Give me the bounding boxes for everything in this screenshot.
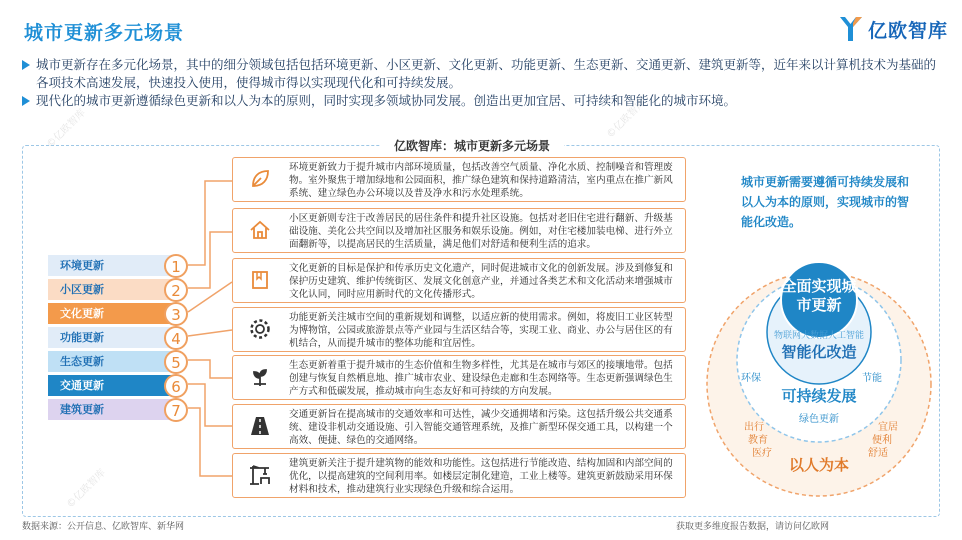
side-summary: 城市更新需要遵循可持续发展和以人为本的原则，实现城市的智能化改造。 bbox=[741, 175, 910, 229]
people-label: 以人为本 bbox=[788, 456, 849, 474]
right-label-a: 宜居 bbox=[878, 422, 898, 433]
bullet-text: 城市更新存在多元化场景，其中的细分领域包括包括环境更新、小区更新、文化更新、功能更新、生态更新、交通更新、建筑更新等，近年来以计算机技术为基础的各项技术高速发展，快速投入使用，使得城市得以实现现代化和可持续发展。 bbox=[36, 57, 937, 90]
desc-box-traffic bbox=[232, 404, 686, 449]
desc-box-community bbox=[232, 208, 686, 253]
left-label-b: 教育 bbox=[748, 435, 768, 446]
crane-icon bbox=[247, 462, 273, 488]
desc-box-building bbox=[232, 453, 686, 498]
smart-label: 智能化改造 bbox=[781, 343, 857, 361]
category-number-community: 2 bbox=[164, 278, 188, 302]
category-number-ecology: 5 bbox=[164, 350, 188, 374]
energy-label: 节能 bbox=[862, 373, 882, 384]
desc-text: 文化更新的目标是保护和传承历史文化遗产，同时促进城市文化的创新发展。涉及到修复和保护历史建筑、维护传统街区、发展文化创意产业，并通过各类艺术和文化活动来增强城市文化认同，同时应用新时代的文化传播形式。 bbox=[289, 263, 673, 300]
left-label-c: 医疗 bbox=[752, 448, 772, 459]
green-label: 绿色更新 bbox=[799, 414, 839, 425]
desc-text: 建筑更新关注于提升建筑物的能效和功能性。这包括进行节能改造、结构加固和内部空间的优化，以提高建筑的空间利用率。如楼层定制化建造，工业上楼等。建筑更新鼓励采用环保材料和技术，推动建筑行业实现绿色升级和综合运用。 bbox=[289, 458, 673, 495]
sprout-icon bbox=[247, 364, 273, 390]
category-number-culture: 3 bbox=[164, 302, 188, 326]
brand-name: 亿欧智库 bbox=[868, 19, 949, 42]
desc-box-culture bbox=[232, 258, 686, 303]
watermark: ©亿欧智库 bbox=[44, 107, 88, 151]
desc-text: 生态更新着重于提升城市的生态价值和生物多样性，尤其是在城市与郊区的接壤地带。包括创建与恢复自然栖息地、推广城市农业、建设绿色走廊和生态网络等。生态更新强调绿色生产方式和低碳发展，推动城市向生态友好和可持续的方向发展。 bbox=[289, 360, 673, 397]
desc-box-ecology bbox=[232, 355, 686, 400]
desc-box-function bbox=[232, 307, 686, 352]
category-number-env: 1 bbox=[164, 254, 188, 278]
desc-box-env bbox=[232, 157, 686, 202]
desc-text: 交通更新旨在提高城市的交通效率和可达性，减少交通拥堵和污染。这包括升级公共交通系统、建设非机动交通设施、引入智能交通管理系统，及推广新型环保交通工具，以构建一个高效、便捷、绿色的交通网络。 bbox=[289, 409, 673, 446]
gear-icon bbox=[247, 316, 273, 342]
category-label-traffic: 交通更新 bbox=[48, 375, 172, 396]
category-label-building: 建筑更新 bbox=[48, 399, 172, 420]
leaf-icon bbox=[247, 166, 273, 192]
category-label-function: 功能更新 bbox=[48, 327, 172, 348]
right-label-c: 舒适 bbox=[868, 448, 888, 459]
env-label: 环保 bbox=[741, 373, 761, 384]
road-icon bbox=[247, 413, 273, 439]
watermark: ©亿欧智库 bbox=[64, 467, 108, 511]
core-label: 全面实现城市更新 bbox=[781, 277, 857, 314]
category-label-ecology: 生态更新 bbox=[48, 351, 172, 372]
category-label-community: 小区更新 bbox=[48, 279, 172, 300]
watermark: ©亿欧智库 bbox=[604, 97, 648, 141]
page-title: 城市更新多元场景 bbox=[24, 22, 185, 44]
category-number-traffic: 6 bbox=[164, 374, 188, 398]
sustain-label: 可持续发展 bbox=[781, 387, 857, 405]
category-label-culture: 文化更新 bbox=[48, 303, 172, 324]
category-label-env: 环境更新 bbox=[48, 255, 172, 276]
category-number-function: 4 bbox=[164, 326, 188, 350]
house-icon bbox=[247, 217, 273, 243]
desc-text: 功能更新关注城市空间的重新规划和调整，以适应新的使用需求。例如，将废旧工业区转型为博物馆，公园或旅游景点等产业园与生活区结合等，实现工业、商业、办公与居住区的有机结合，从而提升城市的整体功能和宜居性。 bbox=[289, 312, 673, 349]
diagram-title: 亿欧智库：城市更新多元场景 bbox=[380, 137, 564, 154]
nested-rings-diagram bbox=[700, 252, 938, 502]
footer-link[interactable]: 获取更多维度报告数据，请访问亿欧网 bbox=[676, 522, 830, 532]
category-number-building: 7 bbox=[164, 398, 188, 422]
desc-text: 环境更新致力于提升城市内部环境质量，包括改善空气质量、净化水质、控制噪音和管理废物。室外聚焦于增加绿地和公园面积，推广绿色建筑和保持道路清洁，室内重点在推广新风系统、建立绿色办公环境以及普及净水和污水处理系统。 bbox=[289, 162, 673, 199]
footer-source: 数据来源：公开信息、亿欧智库、新华网 bbox=[22, 522, 185, 532]
bullet-text: 现代化的城市更新遵循绿色更新和以人为本的原则，同时实现多领域协同发展。创造出更加宜居、可持续和智能化的城市环境。 bbox=[36, 93, 737, 108]
left-label-a: 出行 bbox=[744, 422, 764, 433]
tech-label: 物联网大数据人工智能 bbox=[773, 331, 864, 341]
book-icon bbox=[247, 267, 273, 293]
right-label-b: 便利 bbox=[872, 435, 892, 446]
desc-text: 小区更新则专注于改善居民的居住条件和提升社区设施。包括对老旧住宅进行翻新、升级基础设施、美化公共空间以及增加社区服务和娱乐设施。例如，对住宅楼加装电梯、进行外立面翻新等，以提高居民的生活质量，满足他们对舒适和便利生活的追求。 bbox=[289, 213, 673, 250]
